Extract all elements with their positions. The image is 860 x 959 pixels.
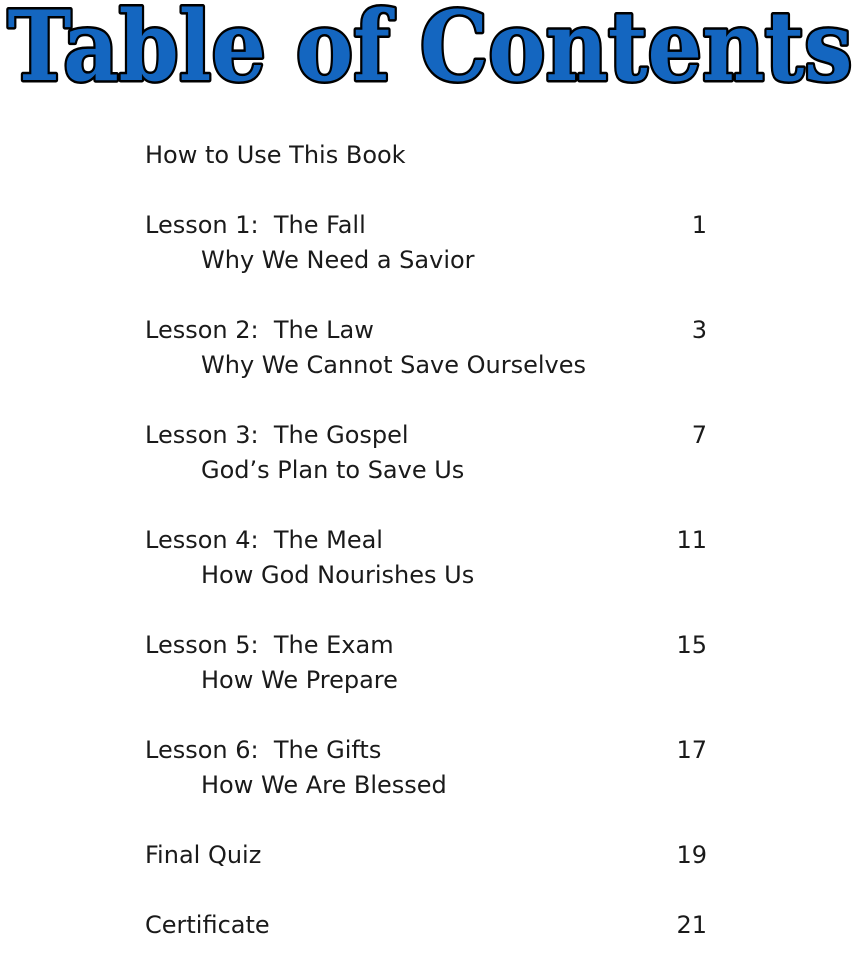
toc-entry-lesson-6[interactable] [145, 735, 707, 765]
toc-entry-page: 7 [691, 421, 707, 449]
toc-entry-lesson-2[interactable] [145, 315, 707, 345]
toc-entry-label: Certificate [145, 911, 270, 939]
toc-entry-page: 3 [691, 316, 707, 344]
toc-entry-label: Lesson 2: The Law [145, 316, 374, 344]
toc-entry-page: 19 [676, 841, 707, 869]
toc-entry-lesson-4[interactable] [145, 525, 707, 555]
toc-entry-page: 11 [676, 526, 707, 554]
toc-entry-subtitle: Why We Cannot Save Ourselves [201, 351, 587, 379]
toc-entry-subtitle: Why We Need a Savior [201, 246, 475, 274]
toc-entry-label: Lesson 1: The Fall [145, 211, 366, 239]
title-text: Table of Contents [7, 0, 853, 100]
toc-entry-page: 1 [691, 211, 707, 239]
toc-entry-lesson-1[interactable] [145, 210, 707, 240]
toc-entry-label: How to Use This Book [145, 141, 406, 169]
toc-entry-lesson-5[interactable] [145, 630, 707, 660]
toc-entry-page: 21 [676, 911, 707, 939]
toc-entry-label: Final Quiz [145, 841, 262, 869]
toc-entry-page: 15 [676, 631, 707, 659]
toc-entry-label: Lesson 3: The Gospel [145, 421, 409, 449]
toc-entry-label: Lesson 4: The Meal [145, 526, 383, 554]
toc-entry-subtitle: How We Are Blessed [201, 771, 447, 799]
title-art [0, 0, 860, 100]
toc-entry-subtitle: How We Prepare [201, 666, 398, 694]
toc-entry-final-quiz[interactable] [145, 840, 707, 870]
toc-entry-subtitle: How God Nourishes Us [201, 561, 475, 589]
toc-entry-subtitle: God’s Plan to Save Us [201, 456, 465, 484]
toc-entry-label: Lesson 5: The Exam [145, 631, 394, 659]
toc-entry-intro[interactable] [145, 140, 707, 170]
toc-entry-certificate[interactable] [145, 910, 707, 940]
page-title [0, 0, 860, 100]
toc-entry-label: Lesson 6: The Gifts [145, 736, 382, 764]
toc-entry-lesson-3[interactable] [145, 420, 707, 450]
toc-entry-page: 17 [676, 736, 707, 764]
